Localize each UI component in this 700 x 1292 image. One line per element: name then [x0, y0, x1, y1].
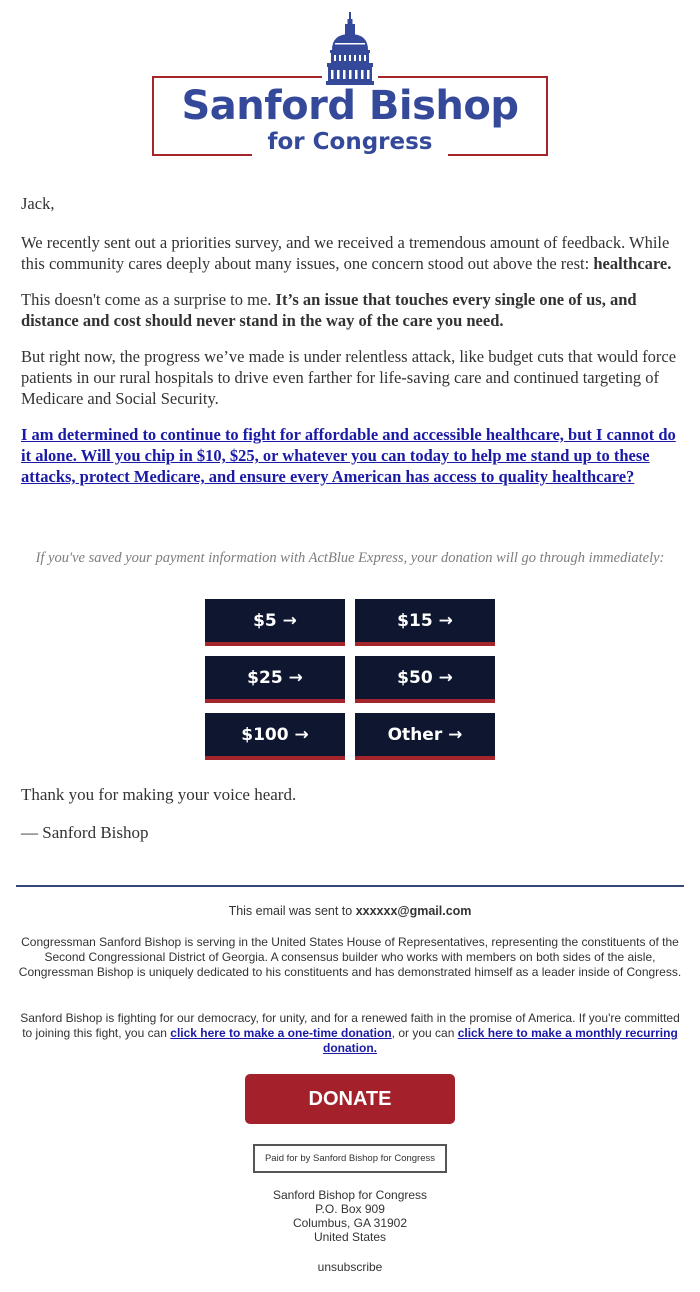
paragraph-text: This doesn't come as a surprise to me.	[21, 290, 276, 309]
signature: — Sanford Bishop	[21, 823, 149, 842]
monthly-donation-link[interactable]: click here to make a monthly recurring donation.	[323, 1026, 678, 1055]
paid-for-disclaimer: Paid for by Sanford Bishop for Congress	[253, 1144, 447, 1173]
greeting: Jack,	[21, 194, 55, 213]
donate-5-button[interactable]: $5 →	[205, 599, 345, 646]
address-line: Columbus, GA 31902	[292, 1216, 408, 1230]
address-line: P.O. Box 909	[315, 1202, 385, 1216]
address-line: Sanford Bishop for Congress	[272, 1188, 428, 1202]
fight-paragraph	[16, 1011, 684, 1056]
sent-to-line	[16, 904, 684, 919]
recipient-email: xxxxxx@gmail.com	[355, 904, 472, 918]
logo-subtitle: for Congress	[267, 129, 433, 155]
closing-line: Thank you for making your voice heard.	[21, 785, 297, 804]
fight-middle: , or you can	[391, 1026, 458, 1040]
donate-button[interactable]: DONATE	[245, 1074, 455, 1124]
sent-to-prefix: This email was sent to	[228, 904, 356, 918]
donate-25-button[interactable]: $25 →	[205, 656, 345, 703]
donate-15-button[interactable]: $15 →	[355, 599, 495, 646]
actblue-express-note: If you've saved your payment information with ActBlue Express, your donation will go through immediately:	[35, 550, 665, 566]
donate-50-button[interactable]: $50 →	[355, 656, 495, 703]
paragraph-bold: It’s an issue that touches every single one of us, and distance and cost should never stand in the way of the care you need.	[21, 290, 637, 330]
paragraph-attack: But right now, the progress we’ve made is under relentless attack, like budget cuts that would force patients in our rural hospitals to drive even farther for life-saving care and continued targeting of Medicare and Social Security.	[21, 347, 677, 408]
logo-candidate-name: Sanford Bishop	[181, 83, 519, 129]
footer-divider	[16, 885, 684, 887]
paragraph-survey	[21, 232, 681, 274]
unsubscribe-row	[16, 1260, 684, 1275]
about-paragraph: Congressman Sanford Bishop is serving in the United States House of Representatives, representing the constituents of the Second Congressional District of Georgia. A consensus builder who works with members on both sides of the aisle, Congressman Bishop is uniquely dedicated to his constituents and has demonstrated himself as a leader inside of Congress.	[18, 935, 682, 979]
mailing-address	[16, 1188, 684, 1244]
donate-other-button[interactable]: Other →	[355, 713, 495, 760]
paragraph-bold: healthcare.	[593, 254, 672, 273]
donate-100-button[interactable]: $100 →	[205, 713, 345, 760]
donate-cta-link[interactable]: I am determined to continue to fight for affordable and accessible healthcare, but I cannot do it alone. Will you chip in $10, $25, or whatever you can today to help me stand up to these attacks, protect Medicare, and ensure every American has access to quality healthcare?	[21, 425, 676, 486]
paragraph-text: We recently sent out a priorities survey, and we received a tremendous amount of feedback. While this community cares deeply about many issues, one concern stood out above the rest:	[21, 233, 670, 273]
one-time-donation-link[interactable]: click here to make a one-time donation	[170, 1026, 392, 1040]
unsubscribe-link[interactable]: unsubscribe	[317, 1260, 383, 1274]
fight-prefix: Sanford Bishop is fighting for our democracy, for unity, and for a renewed faith in the promise of America. If you're committed to joining this fight, you can	[20, 1011, 680, 1040]
address-line: United States	[313, 1230, 387, 1244]
campaign-logo	[150, 12, 550, 162]
email-body	[21, 193, 681, 487]
paragraph-healthcare	[21, 289, 681, 331]
capitol-dome-icon	[322, 12, 378, 88]
